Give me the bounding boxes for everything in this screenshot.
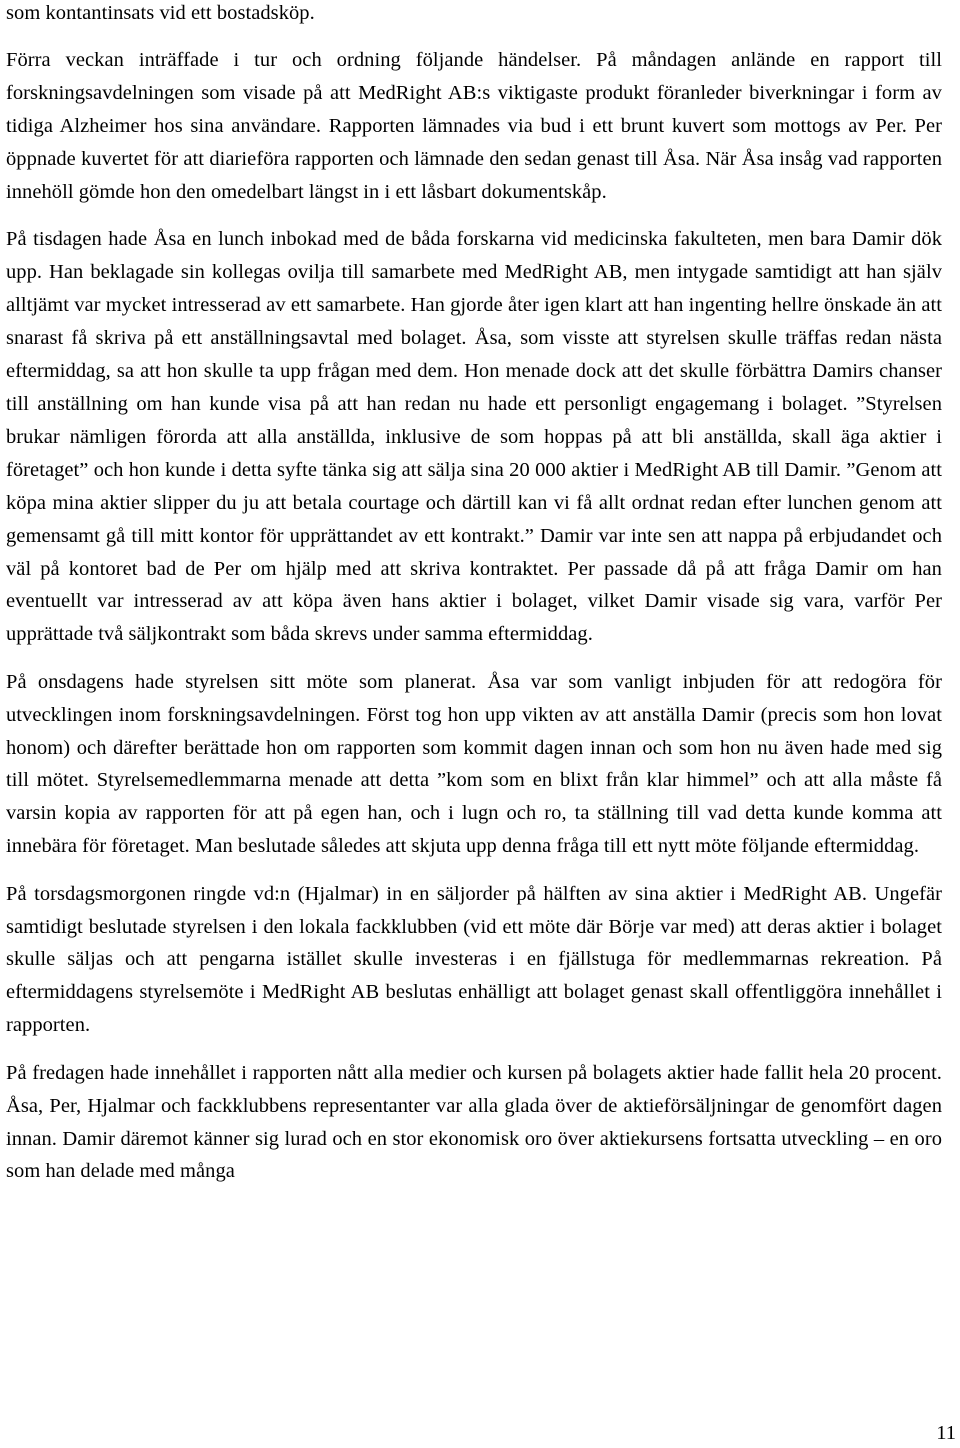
page-number: 11 — [936, 1422, 956, 1444]
document-body — [6, 0, 942, 1203]
paragraph: På tisdagen hade Åsa en lunch inbokad med de båda forskarna vid medicinska fakulteten, men bara Damir dök upp. Han beklagade sin kollegas ovilja till samarbete med MedRight AB, men intygade samtidigt att han själv alltjämt var mycket intresserad av ett samarbete. Han gjorde åter igen klart att han ingenting hellre önskade än att snarast få skriva på ett anställningsavtal med bolaget. Åsa, som visste att styrelsen skulle träffas redan nästa eftermiddag, sa att hon skulle ta upp frågan med dem. Hon menade dock att det skulle förbättra Damirs chanser till anställning om han kunde visa på att han redan nu hade ett personligt engagemang i bolaget. ”Styrelsen brukar nämligen förorda att alla anställda, inklusive de som hoppas på att bli anställda, skall äga aktier i företaget” och hon kunde i detta syfte tänka sig att sälja sina 20 000 aktier i MedRight AB till Damir. ”Genom att köpa mina aktier slipper du ju att betala courtage och därtill kan vi få allt ordnat redan efter lunchen genom att gemensamt gå till mitt kontor för upprättandet av ett kontrakt.” Damir var inte sen att nappa på erbjudandet och väl på kontoret bad de Per om hjälp med att skriva kontraktet. Per passade då på att fråga Damir om han eventuellt var intresserad av att köpa även hans aktier i bolaget, vilket Damir visade sig vara, varför Per upprättade två säljkontrakt som båda skrevs under samma eftermiddag. — [6, 228, 942, 646]
paragraph: På torsdagsmorgonen ringde vd:n (Hjalmar) in en säljorder på hälften av sina aktier i MedRight AB. Ungefär samtidigt beslutade styrelsen i den lokala fackklubben (vid ett möte där Börje var med) att deras aktier i bolaget skulle säljas och att pengarna istället skulle investeras i en fjällstuga för medlemmarnas rekreation. På eftermiddagens styrelsemöte i MedRight AB beslutas enhälligt att bolaget genast skall offentliggöra innehållet i rapporten. — [6, 882, 942, 1037]
paragraph: På onsdagens hade styrelsen sitt möte som planerat. Åsa var som vanligt inbjuden för att redogöra för utvecklingen inom forskningsavdelningen. Först tog hon upp vikten av att anställa Damir (precis som hon lovat honom) och därefter berättade hon om rapporten som kommit dagen innan och som hon nu även hade med sig till mötet. Styrelsemedlemmarna menade att detta ”kom som en blixt från klar himmel” och att alla måste få varsin kopia av rapporten för att på egen han, och i lugn och ro, ta ställning till vad detta kunde komma att innebära för företaget. Man beslutade således att skjuta upp denna fråga till ett nytt möte följande eftermiddag. — [6, 670, 942, 858]
paragraph: På fredagen hade innehållet i rapporten nått alla medier och kursen på bolagets aktier hade fallit hela 20 procent. Åsa, Per, Hjalmar och fackklubbens representanter var alla glada över de aktieförsäljningar de genomfört dagen innan. Damir däremot känner sig lurad och en stor ekonomisk oro över aktiekursens fortsatta utveckling – en oro som han delade med många — [6, 1061, 942, 1183]
paragraph: Förra veckan inträffade i tur och ordning följande händelser. På måndagen anlände en rapport till forskningsavdelningen som visade på att MedRight AB:s viktigaste produkt föranleder biverkningar i form av tidiga Alzheimer hos sina användare. Rapporten lämnades via bud i ett brunt kuvert som mottogs av Per. Per öppnade kuvertet för att diarieföra rapporten och lämnade den sedan genast till Åsa. När Åsa insåg vad rapporten innehöll gömde hon den omedelbart längst in i ett låsbart dokumentskåp. — [6, 49, 942, 204]
paragraph: som kontantinsats vid ett bostadsköp. — [6, 2, 315, 24]
